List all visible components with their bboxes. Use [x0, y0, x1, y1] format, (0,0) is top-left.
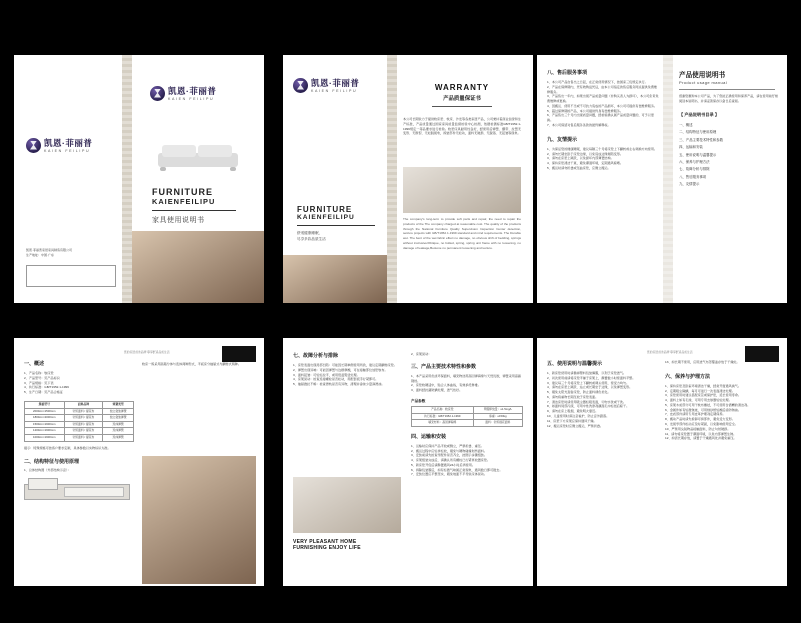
- list-item: 12、如需长期存放，请置于干燥通风处并避免重压。: [665, 436, 737, 441]
- list-item: 2、产品型号：见产品标识: [24, 375, 60, 380]
- warranty-slogan-1: 舒适健康睡眠，: [297, 231, 323, 235]
- warranty-heading-en: WARRANTY: [434, 83, 490, 92]
- section-6-title: 六、保养与护理方法: [665, 373, 711, 380]
- page-header-note: 您的家居首选品牌 尊享舒适品质生活: [647, 350, 693, 354]
- page-divider: [663, 55, 673, 303]
- section-2-title: 二、结构特征与使用原理: [24, 459, 80, 466]
- list-item: 10、儿童使用时请注意看护，防止意外跌落。: [547, 414, 610, 419]
- list-item: 3、安装前请先检查零配件是否齐全，按图示步骤组装。: [411, 453, 487, 458]
- cover-footer-line1: 凯恩·菲丽普家居家具制造有限公司: [26, 248, 72, 252]
- list-item: 5、抽屉推拉不畅：检查滑轨是否有异物，清理并涂抹少量润滑油。: [293, 382, 385, 387]
- manual-intro: 感谢您惠购本公司产品，为了您能正确使用和保养产品，请在使用前仔细阅读本说明书，并请妥善保存以备日后查阅。: [679, 94, 778, 103]
- cover-footer-line2: 生产地址：中国·广东: [26, 252, 54, 257]
- slogan-en-line2: FURNISHING ENJOY LIFE: [293, 544, 361, 551]
- brand-name-en: KAIEN FEILIPU: [44, 149, 91, 153]
- list-item: 8、如面料局部污渍，可用中性洗涤剂蘸湿毛巾轻拭后晾干。: [547, 404, 630, 409]
- list-item: 3、请勿在床垫上跳跃，以免损坏内部弹簧结构。: [547, 156, 614, 161]
- section-9-list: [547, 147, 659, 171]
- table-row: [25, 415, 134, 422]
- toc-item: 四、运输和安装: [679, 145, 703, 150]
- toc-item: 八、售后服务事项: [679, 174, 707, 179]
- table-cell: 1500cm×1900mm: [25, 421, 65, 428]
- table-cell: 甲醛释放量：≤1.5mg/L: [473, 406, 522, 413]
- cover-title-en-2: KAIENFEILIPU: [152, 197, 216, 206]
- table-row: [412, 406, 523, 413]
- divider: [679, 89, 775, 90]
- warranty-title-en-2: KAIENFEILIPU: [297, 214, 355, 221]
- page-troubleshooting: [283, 338, 533, 586]
- section-3-title: 三、产品主要技术特性和参数: [411, 363, 477, 370]
- bedroom-photo: [403, 167, 521, 213]
- brand-lockup-front: [150, 85, 216, 101]
- list-item: 7、安装位置应平整坚实，避免地面不平导致床体晃动。: [411, 472, 487, 477]
- page-usage-and-care: [537, 338, 787, 586]
- brand-name-cn: 凯恩·菲丽普: [44, 138, 93, 148]
- table-cell: 1800cm×2000mm: [25, 415, 65, 422]
- cover-back-panel: [14, 55, 132, 303]
- list-item: 4、床架组装完成后，请确认所有螺栓已拧紧再放置床垫。: [411, 458, 491, 463]
- table-header: 面料品种: [64, 401, 103, 408]
- section-7-list: [293, 363, 403, 387]
- brand-lockup-back: [26, 137, 92, 153]
- list-item: 1、床垫表面出现局部凹陷：可能因长期单侧使用所致，建议定期翻转床垫。: [293, 363, 397, 367]
- list-item: 1、本公司产品自售出之日起，在正常使用情况下，按国家三包规定执行。: [547, 80, 648, 84]
- list-item: 7、清洁床垫时请使用吸尘器轻吸表面，切勿水洗或干洗。: [547, 399, 627, 404]
- warranty-heading-cn: 产品质量保证书: [443, 96, 481, 102]
- table-row: [25, 435, 134, 442]
- table-cell: 执行标准：GB/T1952.1-1999: [412, 413, 474, 420]
- toc-item: 三、产品主要技术特性和参数: [679, 137, 724, 142]
- list-item: 8、搬动产品时请先拆卸可拆部件，避免受力变形。: [665, 417, 735, 422]
- table-header: 规格型号: [25, 401, 65, 408]
- page-warranty: [283, 55, 533, 303]
- warranty-title-en-1: FURNITURE: [297, 205, 353, 214]
- table-row: [412, 420, 523, 427]
- brand-name-en: KAIEN FEILIPU: [311, 89, 358, 93]
- table-cell: 针织面料 / 提花布: [64, 415, 103, 422]
- table-row: [25, 408, 134, 415]
- section-7-continued: 2、床架晃动：: [411, 352, 432, 356]
- list-item: 4、执行标准：GB/T1952.1-1999: [24, 385, 69, 390]
- divider: [297, 225, 375, 226]
- list-item: 3、产品售出一年内，如果出现产品质量问题（非购买者人为损坏），本公司负责免费维修或更换。: [547, 94, 659, 104]
- section-6-list: [665, 384, 777, 441]
- table-row: [412, 413, 523, 420]
- divider: [152, 210, 236, 211]
- toc-item: 一、概述: [679, 122, 693, 127]
- table-cell: 1000cm×1900mm: [25, 435, 65, 442]
- list-item: 2、初次使用前请将床垫平铺于床架上，静置数小时使面料平整。: [547, 375, 636, 380]
- warranty-slogan-2: 尽享多彩品质生活: [297, 237, 326, 242]
- list-item: 11、请勿将床垫置于潮湿环境，以免内部弹簧生锈。: [665, 431, 737, 436]
- toc-item: 二、结构特征与使用原理: [679, 130, 717, 135]
- table-note: 提示：特殊规格可按客户要求定制，具体参数以实物标识为准。: [24, 445, 111, 450]
- table-cell: 1200cm×1900mm: [25, 428, 65, 435]
- list-item: 1、本产品采用优质环保面料，填充物选用高回弹海绵与天然乳胶，弹簧采用高碳钢丝。: [411, 373, 522, 383]
- cover-title-cn: 家具使用说明书: [152, 217, 205, 224]
- cover-stripe-divider: [122, 55, 132, 303]
- list-item: 1、保持床垫及卧室环境清洁干燥，经常开窗通风换气。: [665, 383, 741, 388]
- crest-logo-icon: [293, 78, 308, 93]
- table-cell: 针织面料 / 提花布: [64, 408, 103, 415]
- list-item: 1、产品名称：软床垫: [24, 371, 54, 375]
- slogan-en-line1: VERY PLEASANT HOME: [293, 538, 357, 545]
- section-3-list: [411, 374, 523, 393]
- list-item: 2、床垫软硬适中，贴合人体曲线，有效承托脊椎。: [411, 383, 481, 388]
- crest-logo-icon: [26, 138, 41, 153]
- table-cell: 承重：≤150kg: [473, 413, 522, 420]
- list-item: 1、运输时应保持产品平放或侧立，严禁折叠、重压。: [411, 443, 484, 448]
- list-item: 4、床架晃动：检查连接螺栓是否松动，用配套扳手拧紧即可。: [293, 377, 379, 382]
- warranty-photo: [283, 255, 387, 303]
- list-item: 3、产品规格：见下表: [24, 380, 54, 385]
- section-7-title: 七、故障分析与排除: [293, 353, 339, 359]
- list-item: 6、金属件如有轻微锈迹，可用细砂纸轻擦后涂防锈油。: [665, 407, 741, 412]
- table-header: 弹簧类型: [103, 401, 134, 408]
- list-item: 3、面料经抗菌防螨处理，透气性好。: [411, 388, 463, 393]
- table-cell: 填充材料：高回弹海绵: [412, 420, 474, 427]
- list-item: 4、保持床垫清洁干爽，避免潮湿环境，定期通风晾晒。: [547, 161, 623, 166]
- section-8-list: [547, 80, 659, 128]
- spec-table: [24, 401, 134, 442]
- divider: [432, 106, 492, 107]
- table-cell: 连体弹簧: [103, 428, 134, 435]
- list-item: 11、床垫下方床架应保持通风干燥。: [547, 418, 597, 423]
- list-item: 5、床架木质部分可用干软布擦拭，不可使用含酒精的清洁剂。: [665, 402, 751, 407]
- table-row: [25, 428, 134, 435]
- crest-logo-icon: [150, 86, 165, 101]
- page-service-and-toc: [537, 55, 787, 303]
- section-9-title: 九、友情提示: [547, 136, 578, 143]
- warranty-body-cn: 本公司长期致力于提供软床垫、软床、沙发等各类家居产品，公司秉持着商业信誉和生产标准，产品质量通过国家家具质量监督检验中心检测，依据检测标准GB/T1952.1-1999规定一等品要求进行检验。软垫床具耐用性良好，经使用后弹簧、绷带、拉簧无变形、无断裂、无松脱现象，拆装部件无松动，面料无破损、无脱落、无起皱等现象。: [403, 117, 521, 136]
- list-item: 1、新床垫使用时请撕掉塑料包装薄膜，以利于床垫透气。: [547, 371, 627, 375]
- list-item: 2、请勿长期坐卧于床垫边缘，以免造成边缘塌陷变形。: [547, 151, 623, 156]
- list-item: 3、面料起皱：可轻轻拉平，或用低温熨烫处理。: [293, 372, 360, 377]
- list-item: 1、为保证您的健康睡眠，建议每隔三个月将床垫上下翻转或左右调换方向使用。: [547, 146, 658, 151]
- toc-list: [679, 122, 779, 189]
- brand-name-cn: 凯恩·菲丽普: [311, 78, 360, 88]
- section-5-continued: 13、如长期不使用，应用透气布罩覆盖存放于干燥处。: [665, 360, 740, 364]
- cover-photo: [132, 231, 264, 303]
- toc-item: 九、友情提示: [679, 182, 700, 187]
- list-item: 3、建议每三个月将床垫上下翻转或调头使用，使受力均匀。: [547, 380, 630, 385]
- list-item: 10、严禁用尖锐物品接触面料，防止勾丝破损。: [665, 426, 731, 431]
- list-item: 3、床垫使用时建议搭配床笠或保护垫，延长使用寿命。: [665, 393, 741, 398]
- list-item: 2、产品在保修期内，凭有效购货凭证，由本公司指定的售后服务网点提供免费维修服务。: [547, 84, 658, 94]
- cover-front-panel: [132, 55, 264, 303]
- table-cell: 独立袋装弹簧: [103, 415, 134, 422]
- manual-title-en: Product usage manual: [679, 80, 728, 85]
- list-item: 4、因搬运、使用不当或不可抗力造成的产品损坏，本公司可提供有偿维修服务。: [547, 103, 658, 108]
- brand-name-en: KAIEN FEILIPU: [168, 97, 215, 101]
- brand-lockup-warranty: [293, 77, 359, 93]
- table-cell: 连体弹簧: [103, 435, 134, 442]
- page-overview: [14, 338, 264, 586]
- param-title: 产品参数: [411, 398, 426, 403]
- manual-title-cn: 产品使用说明书: [679, 72, 726, 79]
- list-item: 9、发现零部件松动应及时紧固，以免影响使用安全。: [665, 422, 738, 427]
- stamp-box: [26, 265, 116, 287]
- list-item: 6、拆除包装膜后，如有轻微气味属正常现象，通风数日即可散去。: [411, 467, 503, 472]
- bed-frame-diagram: [24, 476, 130, 504]
- toc-item: 五、使用说明与温馨提示: [679, 152, 717, 157]
- table-row: [25, 421, 134, 428]
- table-cell: 产品名称：软床垫: [412, 406, 474, 413]
- brand-name-cn: 凯恩·菲丽普: [168, 86, 217, 96]
- table-cell: 独立袋装弹簧: [103, 408, 134, 415]
- list-item: 2、定期吸尘除螨，每月可进行一次表面清洁处理。: [665, 388, 735, 393]
- section-1-title: 一、概述: [24, 361, 45, 367]
- cover-title-en-1: FURNITURE: [152, 187, 213, 197]
- table-cell: 针织面料 / 提花布: [64, 435, 103, 442]
- bed-product-photo: [293, 477, 401, 533]
- list-item: 9、请勿在床上吸烟，避免明火靠近。: [547, 409, 599, 414]
- table-cell: 2000cm×1500mm: [25, 408, 65, 415]
- corner-logo-block: [222, 346, 256, 362]
- section-4-title: 四、运输和安装: [411, 433, 447, 440]
- section-8-title: 八、售后服务事项: [547, 70, 588, 76]
- list-item: 5、新床垫开包后请静置通风24小时后再使用。: [411, 462, 475, 467]
- warranty-stripe-divider: [387, 55, 397, 303]
- page-header-note: 您的家居首选品牌 尊享舒适品质生活: [124, 350, 170, 354]
- toc-item: 六、保养与护理方法: [679, 159, 710, 164]
- list-item: 5、生产日期：见产品合格证: [24, 390, 63, 395]
- page-cover: [14, 55, 264, 303]
- list-item: 2、弹簧出现异响：可能因弹簧与边框摩擦，可在接触部位加垫软布。: [293, 367, 388, 372]
- section-1-list: [24, 371, 134, 395]
- list-item: 2、搬运过程中应轻拿轻放，避免与硬物碰撞划伤面料。: [411, 448, 487, 453]
- section-5-title: 五、使用说明与温馨提示: [547, 361, 603, 367]
- list-item: 7、皮质部件请用专用皮革护理剂定期保养。: [665, 412, 726, 417]
- section-2-note: 软床一般采用高箱分体与连体两种形式，平板床分抽屉式与翻转式两种。: [142, 362, 241, 366]
- param-table: [411, 406, 523, 427]
- list-item: 6、产品售出三个月内出现质量问题，经检验确认属产品质量问题的，可予以更换。: [547, 113, 654, 123]
- list-item: 4、请勿在床垫上跳跃、站立或长期坐于边缘，以免弹簧变形。: [547, 385, 633, 390]
- list-item: 6、请勿将重物长期压放于床垫表面。: [547, 394, 599, 399]
- list-item: 4、面料上如有毛球，可用专用去球器轻轻处理。: [665, 398, 732, 403]
- section-5-list: [547, 371, 657, 428]
- section-4-list: [411, 444, 523, 477]
- warranty-body-en: The company's long-term to provide soft parts and repair, the need to repair the products of the The company charged at reasonable cost. The quality of the products through the National Furniture Quality Supervision Inspection Center detection, seizure projects with GB/T1952.1-1999 standard and mind requirements. The Durable wet. The bent of the wet fabric effect no damage, no obvious shift of bedding, springs without instrusive/Obtique, no folded, spring, spring unit frame with no loosening, no damage of leakage,Bestone no permanent loosening and texture.: [403, 217, 521, 250]
- list-item: 5、搬运时请勿折叠或压曲床垫，应侧立搬运。: [547, 165, 611, 170]
- toc-title: 【 产品说明书目录 】: [679, 111, 720, 117]
- table-cell: 连体弹簧: [103, 421, 134, 428]
- list-item: 7、本公司保留对售后服务条款的最终解释权。: [547, 123, 611, 128]
- section-2-item: 1、总体结构图（外部结构示意）：: [24, 468, 71, 473]
- table-cell: 针织面料 / 提花布: [64, 421, 103, 428]
- list-item: 5、避免太阳光直射床垫，防止面料褪色老化。: [547, 390, 611, 395]
- table-cell: 针织面料 / 提花布: [64, 428, 103, 435]
- table-cell: 面料：针织提花面料: [473, 420, 522, 427]
- list-item: 5、超过保修期的产品，本公司提供终身有偿维修服务。: [547, 108, 623, 113]
- sofa-illustration: [158, 143, 238, 173]
- toc-item: 七、故障分析与排除: [679, 167, 710, 172]
- list-item: 12、搬运床垫时应侧立搬运，严禁折叠。: [547, 423, 604, 428]
- family-photo: [142, 456, 256, 584]
